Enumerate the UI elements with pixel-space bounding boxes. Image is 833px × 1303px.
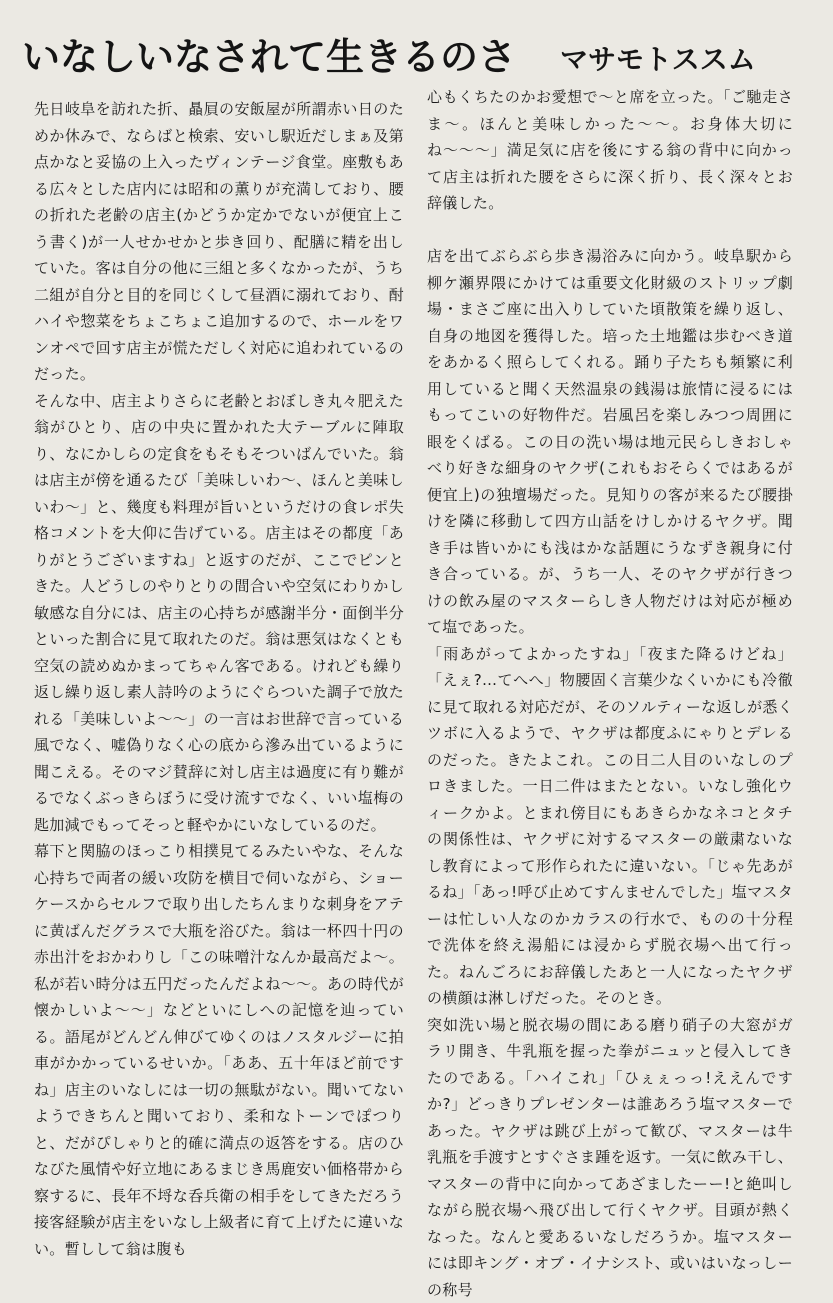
right-column — [427, 84, 793, 1303]
paragraph: 店を出てぶらぶら歩き湯浴みに向かう。岐阜駅から柳ケ瀬界隈にかけては重要文化財級のストリップ劇場・まさご座に出入りしていた頃散策を繰り返し、自身の地図を獲得した。培った土地鑑は歩むべき道をあかるく照らしてくれる。踊り子たちも頻繁に利用していると聞く天然温泉の銭湯は旅情に浸るにはもってこいの好物件だ。岩風呂を楽しみつつ周囲に眼をくばる。この日の洗い場は地元民らしきおしゃべり好きな細身のヤクザ(これもおそらくではあるが便宜上)の独壇場だった。見知りの客が来るたび腰掛けを隣に移動して四方山話をけしかけるヤクザ。聞き手は皆いかにも浅はかな話題にうなずき親身に付き合っている。が、うち一人、そのヤクザが行きつけの飲み屋のマスターらしき人物だけは対応が極めて塩であった。 — [427, 243, 793, 641]
paragraph: そんな中、店主よりさらに老齢とおぼしき丸々肥えた翁がひとり、店の中央に置かれた大テーブルに陣取り、なにかしらの定食をもそもそついばんでいた。翁は店主が傍を通るたび「美味しいわ〜、ほんと美味しいわ〜」と、幾度も料理が旨いというだけの食レポ失格コメントを大仰に告げている。店主はその都度「ありがとうございますね」と返すのだが、ここでピンときた。人どうしのやりとりの間合いや空気にわりかし敏感な自分には、店主の心持ちが感謝半分・面倒半分といった割合に見て取れたのだ。翁は悪気はなくとも空気の読めぬかまってちゃん客である。けれども繰り返し繰り返し素人詩吟のようにぐらついた調子で放たれる「美味しいよ〜〜」の一言はお世辞で言っている風でなく、嘘偽りなく心の底から滲み出ているように聞こえる。そのマジ賛辞に対し店主は過度に有り難がるでなくぶっきらぼうに受け流すでなく、いい塩梅の匙加減でもってそっと軽やかにいなしているのだ。 — [34, 388, 404, 839]
paragraph: 「雨あがってよかったすね」「夜また降るけどね」「えぇ?…てへへ」物腰固く言葉少なくいかにも冷徹に見て取れる対応だが、そのソルティーな返しが悉くツボに入るようで、ヤクザは都度ふにゃりとデレるのだった。きたよこれ。この日二人目のいなしのプロきました。一日二件はまたとない。いなし強化ウィークかよ。とまれ傍目にもあきらかなネコとタチの関係性は、ヤクザに対するマスターの厳粛ないなし教育によって形作られたに違いない。「じゃ先あがるね」「あっ!呼び止めてすんませんでした」塩マスターは忙しい人なのかカラスの行水で、ものの十分程で洗体を終え湯船には浸からず脱衣場へ出て行った。ねんごろにお辞儀したあと一人になったヤクザの横顔は淋しげだった。そのとき。 — [427, 641, 793, 1012]
paragraph: 突如洗い場と脱衣場の間にある磨り硝子の大窓がガラリ開き、牛乳瓶を握った拳がニュッと侵入してきたのである。「ハイこれ」「ひぇぇっっ!ええんですか?」どっきりプレゼンターは誰あろう塩マスターであった。ヤクザは跳び上がって歓び、マスターは牛乳瓶を手渡すとすぐさま踵を返す。一気に飲み干し、マスターの背中に向かってあざましたーー!と絶叫しながら脱衣場へ飛び出して行くヤクザ。目頭が熱くなった。なんと愛あるいなしだろうか。塩マスターには即キング・オブ・イナシスト、或いはいなっしーの称号 — [427, 1012, 793, 1303]
author-name: マサモトススム — [560, 40, 810, 80]
paragraph: 先日岐阜を訪れた折、贔屓の安飯屋が所謂赤い日のためか休みで、ならばと検索、安いし駅近だしまぁ及第点かなと妥協の上入ったヴィンテージ食堂。座敷もある広々とした店内には昭和の薫りが充満しており、腰の折れた老齢の店主(かどうか定かでないが便宜上こう書く)が一人せかせかと歩き回り、配膳に精を出していた。客は自分の他に三組と多くなかったが、うち二組が自分と目的を同じくして昼酒に溺れており、酎ハイや惣菜をちょこちょこ追加するので、ホールをワンオペで回す店主が慌ただしく対応に追われているのだった。 — [34, 96, 404, 388]
left-column — [34, 96, 404, 1262]
paragraph: 幕下と関脇のほっこり相撲見てるみたいやな、そんな心持ちで両者の緩い攻防を横目で伺いながら、ショーケースからセルフで取り出したちんまりな刺身をアテに黄ばんだグラスで大瓶を浴びた。翁は一杯四十円の赤出汁をおかわりし「この味噌汁なんか最高だよ〜。私が若い時分は五円だったんだよね〜〜。あの時代が懐かしいよ〜〜」などといにしへの記憶を辿っている。語尾がどんどん伸びてゆくのはノスタルジーに拍車がかかっているせいか。「ああ、五十年ほど前ですね」店主のいなしには一切の無駄がない。聞いてないようできちんと聞いており、柔和なトーンでぽつりと、だがぴしゃりと的確に満点の返答をする。店のひなびた風情や好立地にあるまじき馬鹿安い価格帯から察するに、長年不埒な呑兵衛の相手をしてきただろう接客経験が店主をいなし上級者に育て上げたに違いない。暫しして翁は腹も — [34, 838, 404, 1262]
paragraph: 心もくちたのかお愛想で〜と席を立った。「ご馳走さま〜。ほんと美味しかった〜〜。お身体大切にね〜〜〜」満足気に店を後にする翁の背中に向かって店主は折れた腰をさらに深く折り、長く深々とお辞儀した。 — [427, 84, 793, 217]
article-title: いなしいなされて生きるのさ — [22, 32, 582, 82]
